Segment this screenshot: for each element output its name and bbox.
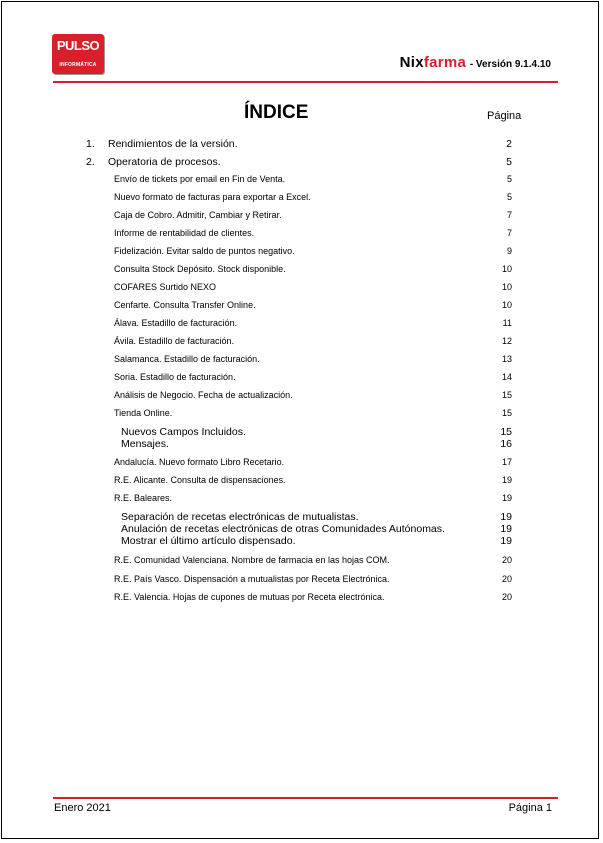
- toc-entry-label: Mensajes.: [121, 438, 169, 450]
- header-divider: [53, 81, 558, 83]
- toc-entry-page: 15: [501, 390, 512, 400]
- toc-entry-label: Cenfarte. Consulta Transfer Online.: [114, 300, 256, 310]
- index-title: ÍNDICE: [244, 102, 309, 123]
- toc-entry-label: Análisis de Negocio. Fecha de actualización.: [114, 390, 293, 400]
- logo-name: PULSO: [56, 38, 100, 53]
- toc-entry-label: Consulta Stock Depósito. Stock disponible.: [114, 264, 286, 274]
- toc-entry: [2, 300, 600, 314]
- toc-entry-page: 2: [506, 138, 512, 150]
- toc-entry-page: 5: [506, 192, 512, 202]
- pulso-logo: [52, 34, 104, 74]
- toc-entry: [2, 475, 600, 489]
- toc-entry-label: Fidelización. Evitar saldo de puntos negativo.: [114, 246, 295, 256]
- toc-entry: [2, 246, 600, 260]
- toc-entry-page: 9: [506, 246, 512, 256]
- toc-entry: [2, 264, 600, 278]
- toc-entry-number: 2.: [86, 156, 95, 168]
- toc-entry-label: Ávila. Estadillo de facturación.: [114, 336, 235, 346]
- version-label: - Versión 9.1.4.10: [469, 59, 551, 70]
- toc-entry-page: 15: [501, 408, 512, 418]
- toc-entry-page: 16: [500, 438, 512, 450]
- toc-entry-page: 19: [500, 523, 512, 535]
- toc-entry: [2, 318, 600, 332]
- toc-entry-page: 20: [501, 574, 512, 584]
- toc-entry-page: 20: [501, 592, 512, 602]
- toc-entry-label: Anulación de recetas electrónicas de otras Comunidades Autónomas.: [121, 523, 445, 535]
- toc-entry-page: 10: [501, 282, 512, 292]
- toc-entry-page: 19: [500, 535, 512, 547]
- toc-entry: [2, 372, 600, 386]
- toc-entry: [2, 555, 600, 569]
- logo-subtitle: INFORMÁTICA: [59, 62, 97, 68]
- toc-entry-label: Rendimientos de la versión.: [108, 138, 238, 150]
- toc-entry-page: 12: [501, 336, 512, 346]
- toc-entry: [2, 336, 600, 350]
- toc-entry: [2, 210, 600, 224]
- toc-entry-label: Nuevos Campos Incluidos.: [121, 426, 246, 438]
- toc-entry-label: Caja de Cobro. Admitir, Cambiar y Retirar.: [114, 210, 282, 220]
- toc-entry-label: Salamanca. Estadillo de facturación.: [114, 354, 260, 364]
- toc-entry: [2, 592, 600, 606]
- toc-entry-label: R.E. País Vasco. Dispensación a mutualistas por Receta Electrónica.: [114, 574, 390, 584]
- page-column-header: Página: [487, 110, 522, 122]
- toc-entry: [2, 408, 600, 422]
- toc-entry-page: 19: [501, 475, 512, 485]
- toc-entry-label: R.E. Alicante. Consulta de dispensaciones.: [114, 475, 286, 485]
- toc-entry-page: 15: [500, 426, 512, 438]
- toc-entry: [2, 354, 600, 368]
- toc-entry-label: Mostrar el último artículo dispensado.: [121, 535, 296, 547]
- toc-entry-page: 17: [501, 457, 512, 467]
- toc-entry-page: 10: [501, 264, 512, 274]
- product-name-b: farma: [423, 54, 467, 71]
- toc-entry-label: Separación de recetas electrónicas de mutualistas.: [121, 511, 359, 523]
- footer-divider: [53, 797, 558, 799]
- toc-entry-label: COFARES Surtido NEXO: [114, 282, 217, 292]
- toc-entry: [2, 282, 600, 296]
- toc-entry-label: Operatoria de procesos.: [108, 156, 221, 168]
- footer-date: Enero 2021: [54, 802, 111, 814]
- toc-entry: [2, 493, 600, 507]
- toc-entry-page: 13: [501, 354, 512, 364]
- toc-entry: [2, 174, 600, 188]
- toc-entry-page: 14: [501, 372, 512, 382]
- toc-entry-label: Tienda Online.: [114, 408, 173, 418]
- toc-entry-label: Informe de rentabilidad de clientes.: [114, 228, 255, 238]
- toc-entry-page: 20: [501, 555, 512, 565]
- toc-entry: [2, 438, 600, 452]
- toc-entry-label: Envío de tickets por email en Fin de Venta.: [114, 174, 286, 184]
- toc-entry-page: 19: [501, 493, 512, 503]
- toc-entry: [2, 138, 600, 152]
- toc-entry: [2, 457, 600, 471]
- document-page: [1, 1, 599, 839]
- toc-entry-label: Álava. Estadillo de facturación.: [114, 318, 238, 328]
- toc-entry: [2, 535, 600, 549]
- toc-entry: [2, 574, 600, 588]
- toc-entry-label: Andalucía. Nuevo formato Libro Recetario.: [114, 457, 285, 467]
- toc-entry-number: 1.: [86, 138, 95, 150]
- toc-entry-label: R.E. Valencia. Hojas de cupones de mutuas por Receta electrónica.: [114, 592, 385, 602]
- toc-entry-label: Soria. Estadillo de facturación.: [114, 372, 236, 382]
- toc-entry: [2, 228, 600, 242]
- toc-entry: [2, 192, 600, 206]
- toc-entry-label: R.E. Comunidad Valenciana. Nombre de farmacia en las hojas COM.: [114, 555, 390, 565]
- toc-entry: [2, 156, 600, 170]
- toc-entry-label: R.E. Baleares.: [114, 493, 173, 503]
- product-name-a: Nix: [399, 54, 424, 71]
- toc-entry-label: Nuevo formato de facturas para exportar a Excel.: [114, 192, 311, 202]
- toc-entry-page: 7: [506, 210, 512, 220]
- toc-entry-page: 19: [500, 511, 512, 523]
- product-version-header: [400, 54, 551, 71]
- toc-entry-page: 5: [506, 174, 512, 184]
- toc-entry-page: 10: [501, 300, 512, 310]
- toc-entry: [2, 390, 600, 404]
- toc-entry-page: 5: [506, 156, 512, 168]
- toc-entry-page: 7: [506, 228, 512, 238]
- toc-entry-page: 11: [502, 318, 512, 328]
- footer-page-number: Página 1: [508, 802, 552, 814]
